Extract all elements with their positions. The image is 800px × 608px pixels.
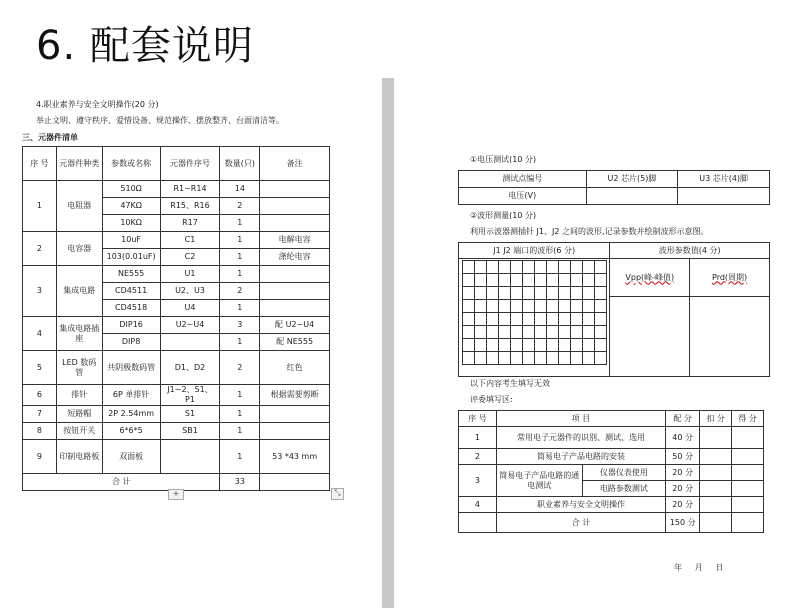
cell-ref: U2、U3 [160, 283, 220, 300]
component-list-table [22, 146, 330, 491]
header-cell: U2 芯片(5)脚 [586, 171, 678, 188]
cell-score [732, 427, 764, 449]
item4-heading: 4.职业素养与安全文明操作(20 分) [36, 100, 159, 109]
cell-points: 40 分 [666, 427, 700, 449]
table-row [23, 317, 330, 334]
cell-points: 20 分 [666, 481, 700, 497]
cell-ref: C1 [160, 232, 220, 249]
cell-note: 配 NE555 [260, 334, 330, 351]
date-line: 年 月 日 [674, 563, 724, 572]
table-row [23, 181, 330, 198]
cell-type: 电阻器 [56, 181, 102, 232]
cell-note: 涤纶电容 [260, 249, 330, 266]
vpp-value-cell [610, 297, 690, 377]
header-cell: 得 分 [732, 411, 764, 427]
cell-ref: J1~2、S1、P1 [160, 385, 220, 406]
table-total-row [459, 513, 764, 533]
cell-type: 电容器 [56, 232, 102, 266]
cell-param: 6*6*5 [102, 423, 160, 440]
judge-area-label: 评委填写区: [470, 395, 513, 404]
cell-deduct [700, 513, 732, 533]
cell-subitem: 仪器仪表使用 [582, 465, 666, 481]
cell-param: 2P 2.54mm [102, 406, 160, 423]
cell-type: 按钮开关 [56, 423, 102, 440]
wave-col2-header: 波形参数值(4 分) [610, 243, 770, 259]
table-row [459, 188, 770, 205]
vpp-label: Vpp(峰-峰值) [625, 272, 675, 282]
cell-qty: 2 [220, 283, 260, 300]
cell-param: 510Ω [102, 181, 160, 198]
header-cell: 项 目 [496, 411, 665, 427]
table-header-row [459, 243, 770, 259]
voltage-row-label: 电压(V) [459, 188, 587, 205]
voltage-value-u2 [586, 188, 678, 205]
cell-item: 职业素养与安全文明操作 [496, 497, 665, 513]
cell-no: 9 [23, 440, 57, 474]
cell-param: 10uF [102, 232, 160, 249]
cell-type: 集成电路 [56, 266, 102, 317]
cell-qty: 2 [220, 351, 260, 385]
table-row [23, 351, 330, 385]
header-cell: 配 分 [666, 411, 700, 427]
cell-deduct [700, 497, 732, 513]
cell-no: 5 [23, 351, 57, 385]
header-cell: 备注 [260, 147, 330, 181]
table-row [23, 440, 330, 474]
cell-no: 4 [23, 317, 57, 351]
total-note-empty [260, 474, 330, 491]
cell-note: 53 *43 mm [260, 440, 330, 474]
cell-no: 8 [23, 423, 57, 440]
cell-qty: 1 [220, 406, 260, 423]
header-cell: 参数或名称 [102, 147, 160, 181]
voltage-value-u3 [678, 188, 770, 205]
table-row [23, 232, 330, 249]
cell-no: 4 [459, 497, 497, 513]
cell-score [732, 449, 764, 465]
total-label: 合 计 [23, 474, 220, 491]
cell-note [260, 198, 330, 215]
left-page [18, 90, 358, 510]
cell-qty: 1 [220, 215, 260, 232]
add-row-button[interactable]: + [168, 489, 184, 500]
section3-heading: 三、元器件清单 [22, 133, 78, 142]
header-cell: 扣 分 [700, 411, 732, 427]
cell-deduct [700, 481, 732, 497]
cell-points: 50 分 [666, 449, 700, 465]
prd-label-cell [690, 259, 770, 297]
cell-ref: U4 [160, 300, 220, 317]
score-total: 150 分 [666, 513, 700, 533]
cell-qty: 1 [220, 334, 260, 351]
cell-qty: 14 [220, 181, 260, 198]
cell-item: 常用电子元器件的识别、测试、选用 [496, 427, 665, 449]
table-row [459, 427, 764, 449]
oscilloscope-grid [462, 260, 607, 365]
cell-item: 简易电子产品电路的安装 [496, 449, 665, 465]
right-page [440, 140, 780, 608]
cell-param: CD4518 [102, 300, 160, 317]
cell-ref: SB1 [160, 423, 220, 440]
cell-ref: U1 [160, 266, 220, 283]
cell-type: LED 数码管 [56, 351, 102, 385]
cell-no: 1 [459, 427, 497, 449]
cell-ref: S1 [160, 406, 220, 423]
wave-instruction: 利用示波器测插针 J1、J2 之间的波形,记录参数并绘制波形示意图。 [470, 227, 709, 236]
cell-param: 双面板 [102, 440, 160, 474]
cell-qty: 1 [220, 300, 260, 317]
cell-points: 20 分 [666, 465, 700, 481]
score-table [458, 410, 764, 533]
header-cell: 序 号 [459, 411, 497, 427]
cell-ref: C2 [160, 249, 220, 266]
prd-label: Prd(周期) [712, 272, 748, 282]
cell-note [260, 300, 330, 317]
cell-param: DIP8 [102, 334, 160, 351]
cell-no: 3 [23, 266, 57, 317]
table-row [459, 449, 764, 465]
cell-note [260, 423, 330, 440]
cell-type: 集成电路插座 [56, 317, 102, 351]
cell-qty: 1 [220, 232, 260, 249]
prd-value-cell [690, 297, 770, 377]
cell-score [732, 513, 764, 533]
vpp-label-cell [610, 259, 690, 297]
header-cell: U3 芯片(4)脚 [678, 171, 770, 188]
cell-no: 2 [23, 232, 57, 266]
cell-param: CD4511 [102, 283, 160, 300]
cell-note [260, 266, 330, 283]
cell-note [260, 406, 330, 423]
cell-type: 排针 [56, 385, 102, 406]
table-row [23, 423, 330, 440]
table-row [459, 497, 764, 513]
cell-score [732, 497, 764, 513]
cell-deduct [700, 427, 732, 449]
cell-ref [160, 440, 220, 474]
cell-no: 2 [459, 449, 497, 465]
cell-param: NE555 [102, 266, 160, 283]
cell-note: 配 U2~U4 [260, 317, 330, 334]
cell-note: 根据需要剪断 [260, 385, 330, 406]
cell-type: 印制电路板 [56, 440, 102, 474]
cell-qty: 1 [220, 249, 260, 266]
cell-note [260, 283, 330, 300]
page-divider[interactable] [382, 78, 394, 608]
cell-ref: R17 [160, 215, 220, 232]
cell-ref [160, 334, 220, 351]
cell-score [732, 465, 764, 481]
cell-param: 103(0.01uF) [102, 249, 160, 266]
cell-deduct [700, 449, 732, 465]
cell-no-empty [459, 513, 497, 533]
cell-score [732, 481, 764, 497]
voltage-heading: ①电压测试(10 分) [470, 155, 537, 164]
header-cell: 测试点编号 [459, 171, 587, 188]
table-header-row [459, 411, 764, 427]
cell-points: 20 分 [666, 497, 700, 513]
cell-param: DIP16 [102, 317, 160, 334]
cell-param: 共阴极数码管 [102, 351, 160, 385]
cell-param: 47KΩ [102, 198, 160, 215]
cell-ref: R15、R16 [160, 198, 220, 215]
section-title: 6. 配套说明 [36, 23, 254, 69]
header-cell: 序 号 [23, 147, 57, 181]
cell-subitem: 电路参数测试 [582, 481, 666, 497]
cell-ref: D1、D2 [160, 351, 220, 385]
cell-note: 电解电容 [260, 232, 330, 249]
cell-param: 10KΩ [102, 215, 160, 232]
item4-body: 举止文明、遵守秩序、爱惜设备、规范操作、摆放整齐、台面清洁等。 [36, 116, 284, 125]
header-cell: 元器件序号 [160, 147, 220, 181]
table-row [23, 385, 330, 406]
wave-heading: ②波形测量(10 分) [470, 211, 537, 220]
cell-type: 短路帽 [56, 406, 102, 423]
table-total-row [23, 474, 330, 491]
cell-ref: R1~R14 [160, 181, 220, 198]
cell-note [260, 181, 330, 198]
total-qty: 33 [220, 474, 260, 491]
wave-col1-header: J1 J2 端口的波形(6 分) [459, 243, 610, 259]
cell-item: 简易电子产品电路的通电测试 [496, 465, 582, 497]
header-cell: 数量(只) [220, 147, 260, 181]
table-row [459, 465, 764, 481]
cell-param: 6P 单排针 [102, 385, 160, 406]
cell-deduct [700, 465, 732, 481]
cell-qty: 1 [220, 266, 260, 283]
cell-qty: 1 [220, 385, 260, 406]
cell-no: 3 [459, 465, 497, 497]
table-header-row [459, 171, 770, 188]
cell-ref: U2~U4 [160, 317, 220, 334]
cell-note: 红色 [260, 351, 330, 385]
score-total-label: 合 计 [496, 513, 665, 533]
table-row [23, 406, 330, 423]
resize-handle-icon[interactable]: ⤡ [331, 488, 344, 500]
voltage-table [458, 170, 770, 205]
examinee-note: 以下内容考生填写无效 [470, 379, 550, 388]
cell-no: 7 [23, 406, 57, 423]
cell-qty: 2 [220, 198, 260, 215]
cell-note [260, 215, 330, 232]
cell-qty: 1 [220, 440, 260, 474]
cell-qty: 3 [220, 317, 260, 334]
table-header-row [23, 147, 330, 181]
table-row [23, 266, 330, 283]
header-cell: 元器件种类 [56, 147, 102, 181]
cell-no: 6 [23, 385, 57, 406]
cell-qty: 1 [220, 423, 260, 440]
cell-no: 1 [23, 181, 57, 232]
